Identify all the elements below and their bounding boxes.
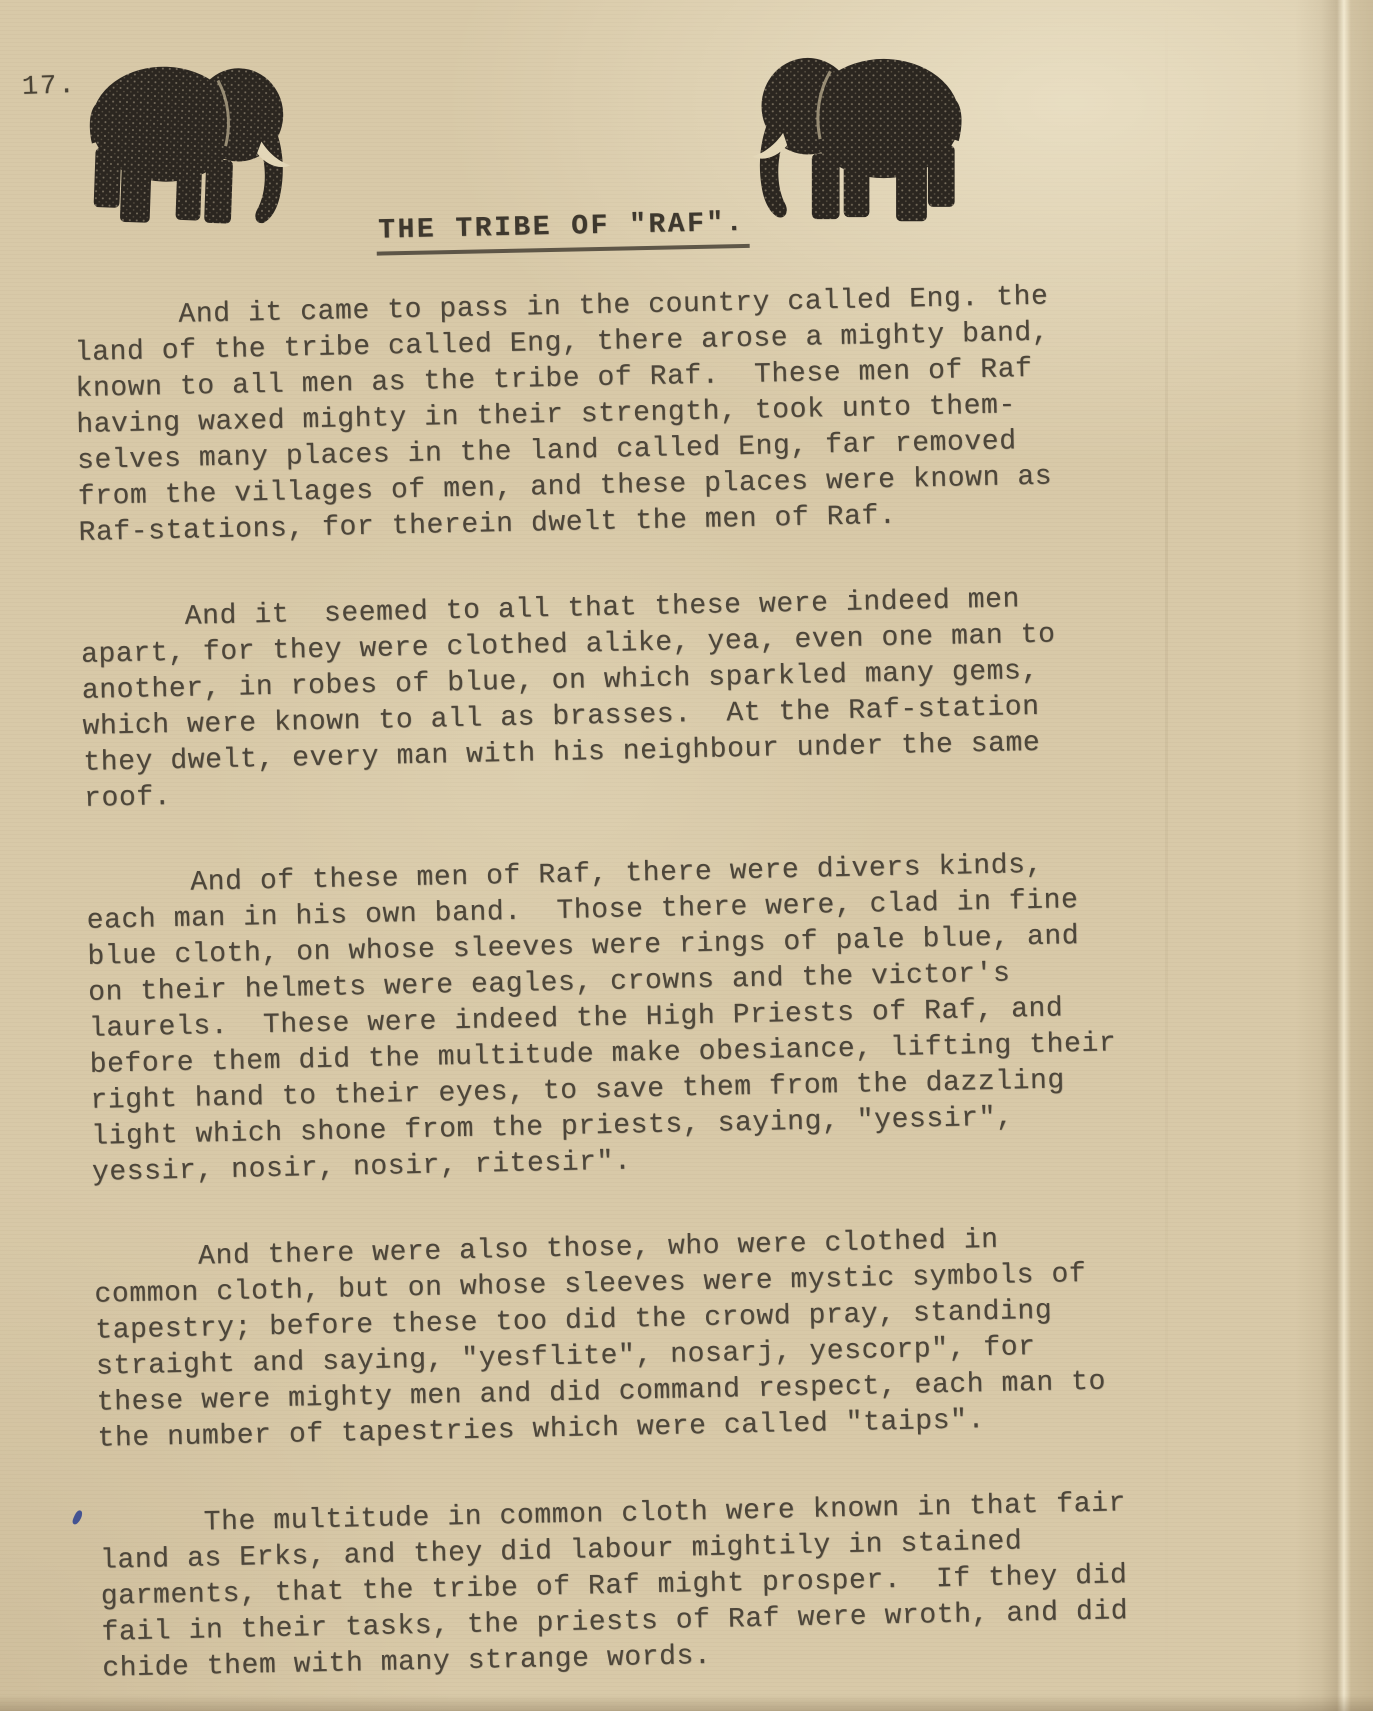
paragraph-1: And it came to pass in the country called Eng. the land of the tribe called Eng, there arose a mighty band, known to all men as the tribe of Raf. These men of Raf having waxed mighty in their strength, took unto them- selves many places in the land called Eng, far removed from the villages of men, and these places were known as Raf-stations, for therein dwelt the men of Raf. <box>73 281 1053 549</box>
paragraph-2: And it seemed to all that these were indeed men apart, for they were clothed alike, yea, even one man to another, in robes of blue, on which sparkled many gems, which were known to all as brasses. At the Raf-station they dwelt, every man with his neighbour under the same roof. <box>80 584 1056 815</box>
ink-mark <box>71 1509 83 1526</box>
elephant-stamp-left-icon <box>80 48 304 237</box>
page-bottom-shadow <box>0 1695 1373 1711</box>
page-number: 17. <box>21 71 78 103</box>
paragraph-3: And of these men of Raf, there were divers kinds, each man in his own band. Those there were, clad in fine blue cloth, on whose sleeves were rings of pale blue, and on their helmets were eagles, crowns and the victor's laurels. These were indeed the High Priests of Raf, and before them did the multitude make obesiance, lifting their right hand to their eyes, to save them from the dazzling light which shone from the priests, saying, "yessir", yessir, nosir, nosir, ritesir". <box>85 849 1117 1189</box>
page-title: THE TRIBE OF "RAF". <box>376 206 750 256</box>
paper-crease <box>1165 0 1168 1711</box>
typed-content <box>72 198 1176 1711</box>
page-fold-shadow <box>1295 0 1373 1711</box>
paragraph-4: And there were also those, who were clothed in common cloth, but on whose sleeves were mystic symbols of tapestry; before these too did the crowd pray, standing straight and saying, "yesflite", nosarj, yescorp", for these were mighty men and did command respect, each man to the number of tapestries which were called "taips". <box>93 1224 1107 1455</box>
paragraph-5: The multitude in common cloth were known in that fair land as Erks, and they did labour mightily in stained garments, that the tribe of Raf might prosper. If they did fail in their tasks, the priests of Raf were wroth, and did chide them with many strange words. <box>99 1488 1129 1685</box>
